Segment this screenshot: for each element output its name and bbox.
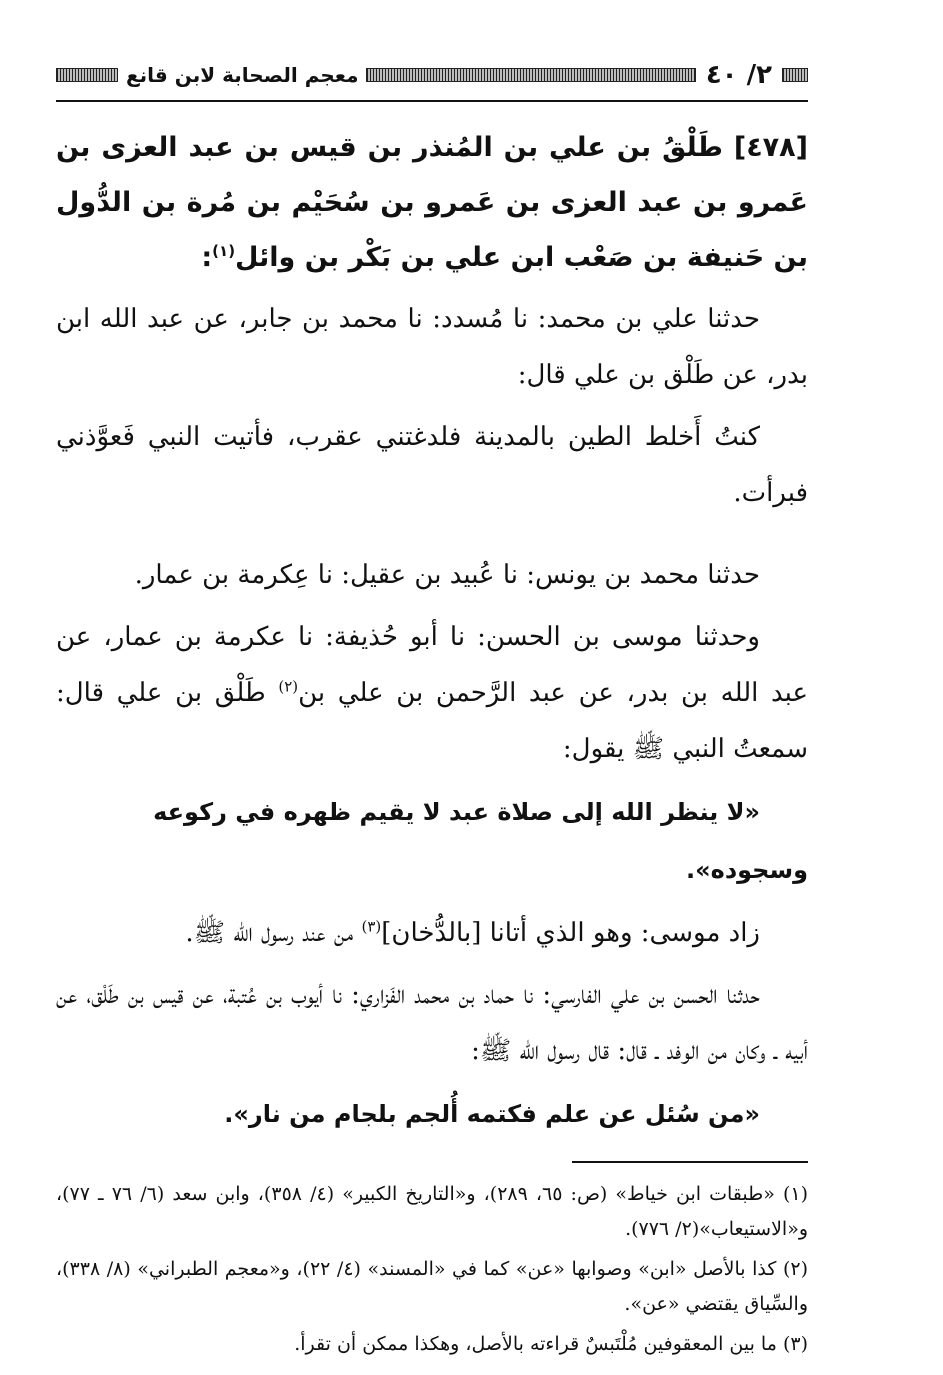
- header-rule: [56, 100, 808, 102]
- entry-heading-text: [٤٧٨] طَلْقُ بن علي بن المُنذر بن قيس بن عبد العزى بن عَمرو بن عبد العزى بن عَمرو بن سُحَيْم بن مُرة بن الدُّول بن حَنيفة بن صَعْب ابن علي بن بَكْر بن وائل: [56, 132, 808, 273]
- hadith-text-1: «لا ينظر الله إلى صلاة عبد لا يقيم ظهره في ركوعه وسجوده».: [153, 798, 808, 884]
- footnote-ref-2: (٢): [278, 677, 299, 696]
- header-ornament-middle: [366, 68, 695, 82]
- page-number: ٢/ ٤٠: [705, 60, 772, 90]
- footnotes: [56, 1177, 808, 1362]
- chain-paragraph-4: حدثنا الحسن بن علي الفارسي: نا حماد بن محمد الفَزاري: نا أيوب بن عُتبة، عن قيس بن طَلْق، عن أبيه ـ وكان من الوفد ـ قال: قال رسول الله ﷺ:: [56, 980, 808, 1066]
- chain-paragraph-3: [56, 609, 808, 777]
- footnote-3: (٣) ما بين المعقوفين مُلْتَبسٌ قراءته بالأصل، وهكذا ممكن أن تقرأ.: [294, 1333, 808, 1355]
- entry-heading: [56, 120, 808, 285]
- entry-heading-colon: :: [201, 242, 213, 273]
- addition-paragraph: [56, 905, 808, 961]
- addition-paragraph-part-b: من عند رسول الله ﷺ.: [185, 918, 362, 948]
- footnote-1: (١) «طبقات ابن خياط» (ص: ٦٥، ٢٨٩)، و«التاريخ الكبير» (٤/ ٣٥٨)، وابن سعد (٦/ ٧٦ ـ ٧٧)، و«الاستيعاب»(٢/ ٧٧٦).: [56, 1183, 809, 1240]
- footnote-2: (٢) كذا بالأصل «ابن» وصوابها «عن» كما في «المسند» (٤/ ٢٢)، و«معجم الطبراني» (٨/ ٣٣٨)، والسِّياق يقتضي «عن».: [56, 1258, 808, 1315]
- footnote-ref-3: (٣): [361, 917, 382, 936]
- main-text: [56, 120, 808, 1143]
- book-page: [56, 52, 808, 1367]
- chain-paragraph-2: حدثنا محمد بن يونس: نا عُبيد بن عقيل: نا عِكرمة بن عمار.: [134, 560, 760, 590]
- running-header: [56, 52, 808, 98]
- narration-paragraph-1: كنتُ أَخلط الطين بالمدينة فلدغتني عقرب، فأتيت النبي فَعوَّذني فبرأت.: [56, 422, 808, 508]
- hadith-text-2: «من سُئل عن علم فكتمه أُلجم بلجام من نار».: [224, 1100, 760, 1128]
- chain-paragraph-3-part-a: وحدثنا موسى بن الحسن: نا أبو حُذيفة: نا عكرمة بن عمار، عن عبد الله بن بدر، عن عبد الرَّحمن بن علي بن: [56, 622, 808, 708]
- header-ornament-right: [782, 68, 808, 82]
- chain-paragraph-1: حدثنا علي بن محمد: نا مُسدد: نا محمد بن جابر، عن عبد الله ابن بدر، عن طَلْق بن علي قال:: [56, 304, 808, 390]
- footnote-ref-1: (١): [212, 242, 236, 260]
- footnote-separator: [572, 1161, 808, 1163]
- chain-paragraph-3-part-b: طَلْق بن علي قال: سمعتُ النبي ﷺ يقول:: [56, 678, 808, 764]
- addition-paragraph-part-a: زاد موسى: وهو الذي أتانا [بالدُّخان]: [381, 918, 760, 948]
- header-ornament-left: [56, 68, 118, 82]
- book-title: معجم الصحابة لابن قانع: [126, 63, 359, 87]
